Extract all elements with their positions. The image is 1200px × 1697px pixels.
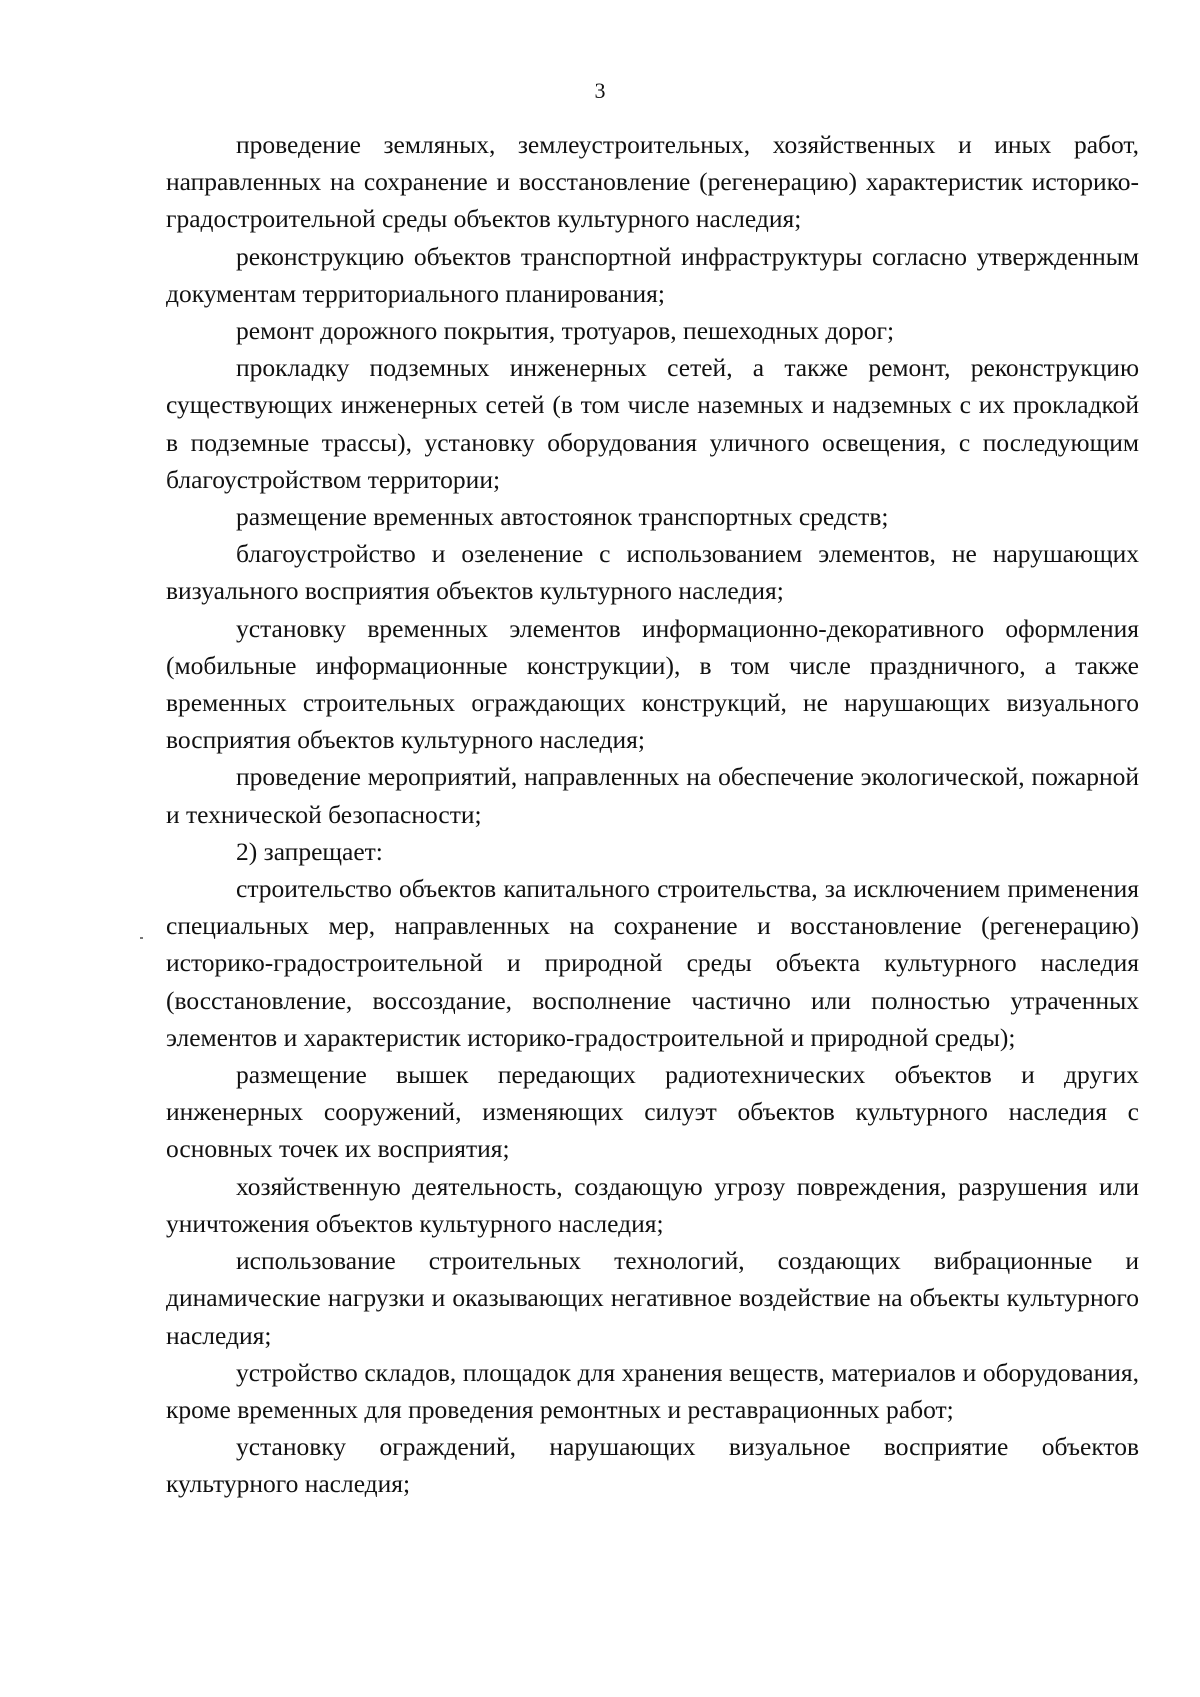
paragraph-economic-activity: хозяйственную деятельность, создающую угрозу повреждения, разрушения или уничтожения объектов культурного наследия; [166, 1171, 1139, 1238]
paragraph-towers: размещение вышек передающих радиотехнических объектов и других инженерных сооружений, изменяющих силуэт объектов культурного наследия с основных точек их восприятия; [166, 1060, 1139, 1164]
paragraph-road-repair: ремонт дорожного покрытия, тротуаров, пешеходных дорог; [236, 316, 895, 346]
paragraph-safety-measures: проведение мероприятий, направленных на обеспечение экологической, пожарной и технической безопасности; [166, 762, 1139, 829]
paragraph-temporary-parking: размещение временных автостоянок транспортных средств; [236, 502, 889, 532]
paragraph-fences: установку ограждений, нарушающих визуальное восприятие объектов культурного наследия; [166, 1432, 1139, 1499]
paragraph-engineering-networks: прокладку подземных инженерных сетей, а также ремонт, реконструкцию существующих инженерных сетей (в том числе наземных и надземных с их прокладкой в подземные трассы), установку оборудования уличного освещения, с последующим благоустройством территории; [166, 353, 1139, 494]
document-body [166, 126, 1139, 1503]
paragraph-landscaping: благоустройство и озеленение с использованием элементов, не нарушающих визуального восприятия объектов культурного наследия; [166, 539, 1139, 606]
page-number: 3 [594, 78, 606, 103]
paragraph-transport-reconstruction: реконструкцию объектов транспортной инфраструктуры согласно утвержденным документам территориального планирования; [166, 241, 1139, 308]
paragraph-capital-construction: строительство объектов капитального строительства, за исключением применения специальных мер, направленных на сохранение и восстановление (регенерацию) историко-градостроительной и природной среды объекта культурного наследия (восстановление, воссоздание, восполнение частично или полностью утраченных элементов и характеристик историко-градостроительной и природной среды); [166, 874, 1139, 1052]
paragraph-warehouses: устройство складов, площадок для хранения веществ, материалов и оборудования, кроме временных для проведения ремонтных и реставрационных работ; [166, 1357, 1139, 1424]
paragraph-earthworks: проведение земляных, землеустроительных, хозяйственных и иных работ, направленных на сохранение и восстановление (регенерацию) характеристик историко-градостроительной среды объектов культурного наследия; [166, 130, 1139, 234]
scan-mark [140, 937, 143, 939]
paragraph-construction-technologies: использование строительных технологий, создающих вибрационные и динамические нагрузки и оказывающих негативное воздействие на объекты культурного наследия; [166, 1246, 1139, 1350]
paragraph-prohibits-heading: 2) запрещает: [236, 836, 383, 866]
paragraph-temporary-elements: установку временных элементов информационно-декоративного оформления (мобильные информационные конструкции), в том числе праздничного, а также временных строительных ограждающих конструкций, не нарушающих визуального восприятия объектов культурного наследия; [166, 613, 1139, 755]
